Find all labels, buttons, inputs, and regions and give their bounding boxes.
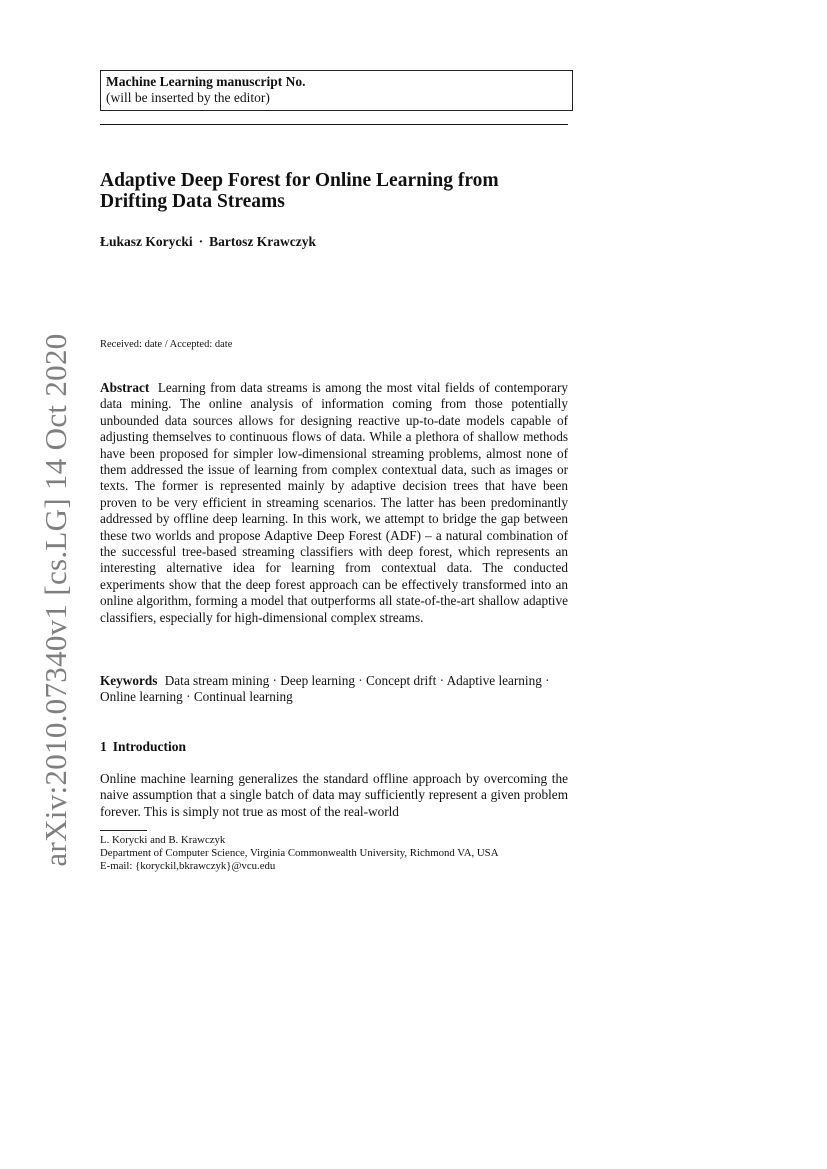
received-accepted-line: Received: date / Accepted: date [100, 339, 233, 350]
author-list [100, 234, 316, 250]
introduction-paragraph: Online machine learning generalizes the standard offline approach by overcoming the naive assumption that a single batch of data may sufficiently represent a given problem forever. This is simply not true as most of the real-world [100, 771, 568, 819]
keywords-paragraph [100, 673, 568, 706]
author-footnote [100, 834, 570, 874]
journal-manuscript-line: Machine Learning manuscript No. [106, 74, 306, 89]
journal-header-box [100, 70, 573, 111]
footnote-affiliation: Department of Computer Science, Virginia Commonwealth University, Richmond VA, USA [100, 847, 499, 860]
header-rule [100, 124, 568, 125]
section-title: Introduction [112, 739, 187, 754]
editor-note-line: (will be inserted by the editor) [106, 90, 270, 105]
keywords-text: Data stream mining · Deep learning · Concept drift · Adaptive learning · Online learning · Continual learning [100, 673, 550, 705]
footnote-rule [100, 830, 147, 831]
arxiv-identifier-stamp: arXiv:2010.07340v1 [cs.LG] 14 Oct 2020 [38, 333, 73, 867]
footnote-authors: L. Korycki and B. Krawczyk [100, 834, 226, 846]
abstract-paragraph [100, 380, 568, 626]
abstract-text: Learning from data streams is among the most vital fields of contemporary data mining. The online analysis of information coming from those potentially unbounded data sources allows for designing reactive up-to-date models capable of adjusting themselves to continuous flows of data. While a plethora of shallow methods have been proposed for simpler low-dimensional streaming problems, almost none of them addressed the issue of learning from complex contextual data, such as images or texts. The former is represented mainly by adaptive decision trees that have been proven to be very efficient in streaming scenarios. The latter has been predominantly addressed by offline deep learning. In this work, we attempt to bridge the gap between these two worlds and propose Adaptive Deep Forest (ADF) – a natural combination of the successful tree-based streaming classifiers with deep forest, which represents an interesting alternative idea for learning from contextual data. The conducted experiments show that the deep forest approach can be effectively transformed into an online algorithm, forming a model that outperforms all state-of-the-art shallow adaptive classifiers, especially for high-dimensional complex streams. [100, 380, 568, 625]
author-separator: · [198, 234, 204, 249]
author-first: Łukasz Korycki [100, 234, 193, 249]
footnote-email: E-mail: {koryckil,bkrawczyk}@vcu.edu [100, 860, 276, 873]
author-second: Bartosz Krawczyk [209, 234, 317, 249]
keywords-label: Keywords [100, 673, 158, 688]
paper-title: Adaptive Deep Forest for Online Learning from Drifting Data Streams [100, 170, 499, 212]
section-number: 1 [100, 739, 107, 754]
abstract-label: Abstract [100, 380, 150, 395]
section-heading-introduction [100, 739, 186, 755]
